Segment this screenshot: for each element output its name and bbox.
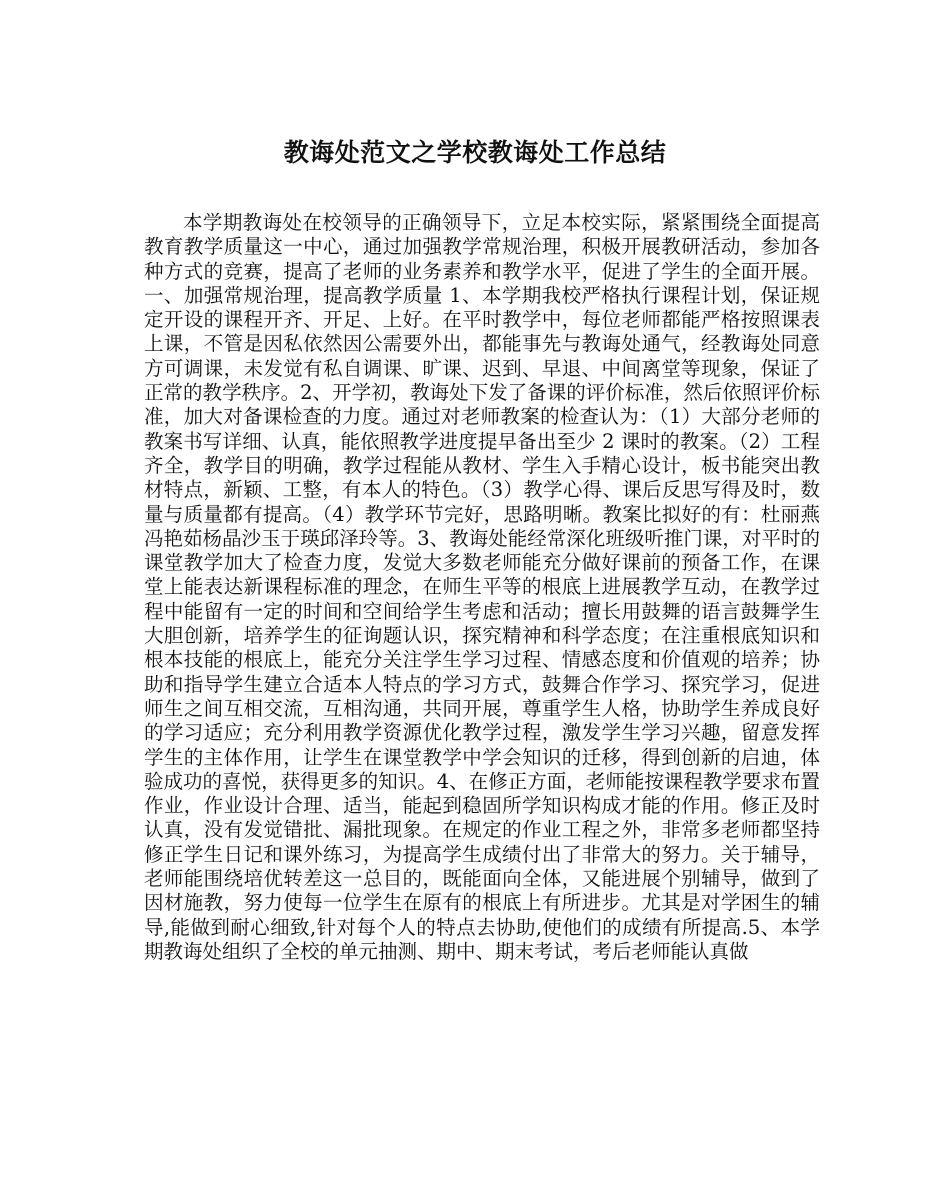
document-body-paragraph: 本学期教诲处在校领导的正确领导下，立足本校实际，紧紧围绕全面提高教育教学质量这一中心，通过加强教学常规治理，积极开展教研活动，参加各种方式的竞赛，提高了老师的业务素养和教学水平，促进了学生的全面开展。一、加强常规治理，提高教学质量 1、本学期我校严格执行课程计划，保证规定开设的课程开齐、开足、上好。在平时教学中，每位老师都能严格按照课表上课，不管是因私依然因公需要外出，都能事先与教诲处通气，经教诲处同意方可调课，未发觉有私自调课、旷课、迟到、早退、中间离堂等现象，保证了正常的教学秩序。2、开学初，教诲处下发了备课的评价标准，然后依照评价标准，加大对备课检查的力度。通过对老师教案的检查认为：（1）大部分老师的教案书写详细、认真，能依照教学进度提早备出至少 2 课时的教案。（2）工程齐全，教学目的明确，教学过程能从教材、学生入手精心设计，板书能突出教材特点，新颖、工整，有本人的特色。（3）教学心得、课后反思写得及时，数量与质量都有提高。（4）教学环节完好，思路明晰。教案比拟好的有：杜丽燕冯艳茹杨晶沙玉于瑛邱泽玲等。3、教诲处能经常深化班级听推门课，对平时的课堂教学加大了检查力度，发觉大多数老师能充分做好课前的预备工作，在课堂上能表达新课程标准的理念，在师生平等的根底上进展教学互动，在教学过程中能留有一定的时间和空间给学生考虑和活动；擅长用鼓舞的语言鼓舞学生大胆创新，培养学生的征询题认识，探究精神和科学态度；在注重根底知识和根本技能的根底上，能充分关注学生学习过程、情感态度和价值观的培养；协助和指导学生建立合适本人特点的学习方式，鼓舞合作学习、探究学习，促进师生之间互相交流，互相沟通，共同开展，尊重学生人格，协助学生养成良好的学习适应；充分利用教学资源优化教学过程，激发学生学习兴趣，留意发挥学生的主体作用，让学生在课堂教学中学会知识的迁移，得到创新的启迪，体验成功的喜悦，获得更多的知识。4、在修正方面，老师能按课程教学要求布置作业，作业设计合理、适当，能起到稳固所学知识构成才能的作用。修正及时认真，没有发觉错批、漏批现象。在规定的作业工程之外，非常多老师都坚持修正学生日记和课外练习，为提高学生成绩付出了非常大的努力。关于辅导，老师能围绕培优转差这一总目的，既能面向全体，又能进展个别辅导，做到了因材施教，努力使每一位学生在原有的根底上有所进步。尤其是对学困生的辅导,能做到耐心细致,针对每个人的特点去协助,使他们的成绩有所提高.5、本学期教诲处组织了全校的单元抽测、期中、期末考试，考后老师能认真做 bbox=[144, 211, 820, 963]
document-title: 教诲处范文之学校教诲处工作总结 bbox=[283, 138, 667, 167]
